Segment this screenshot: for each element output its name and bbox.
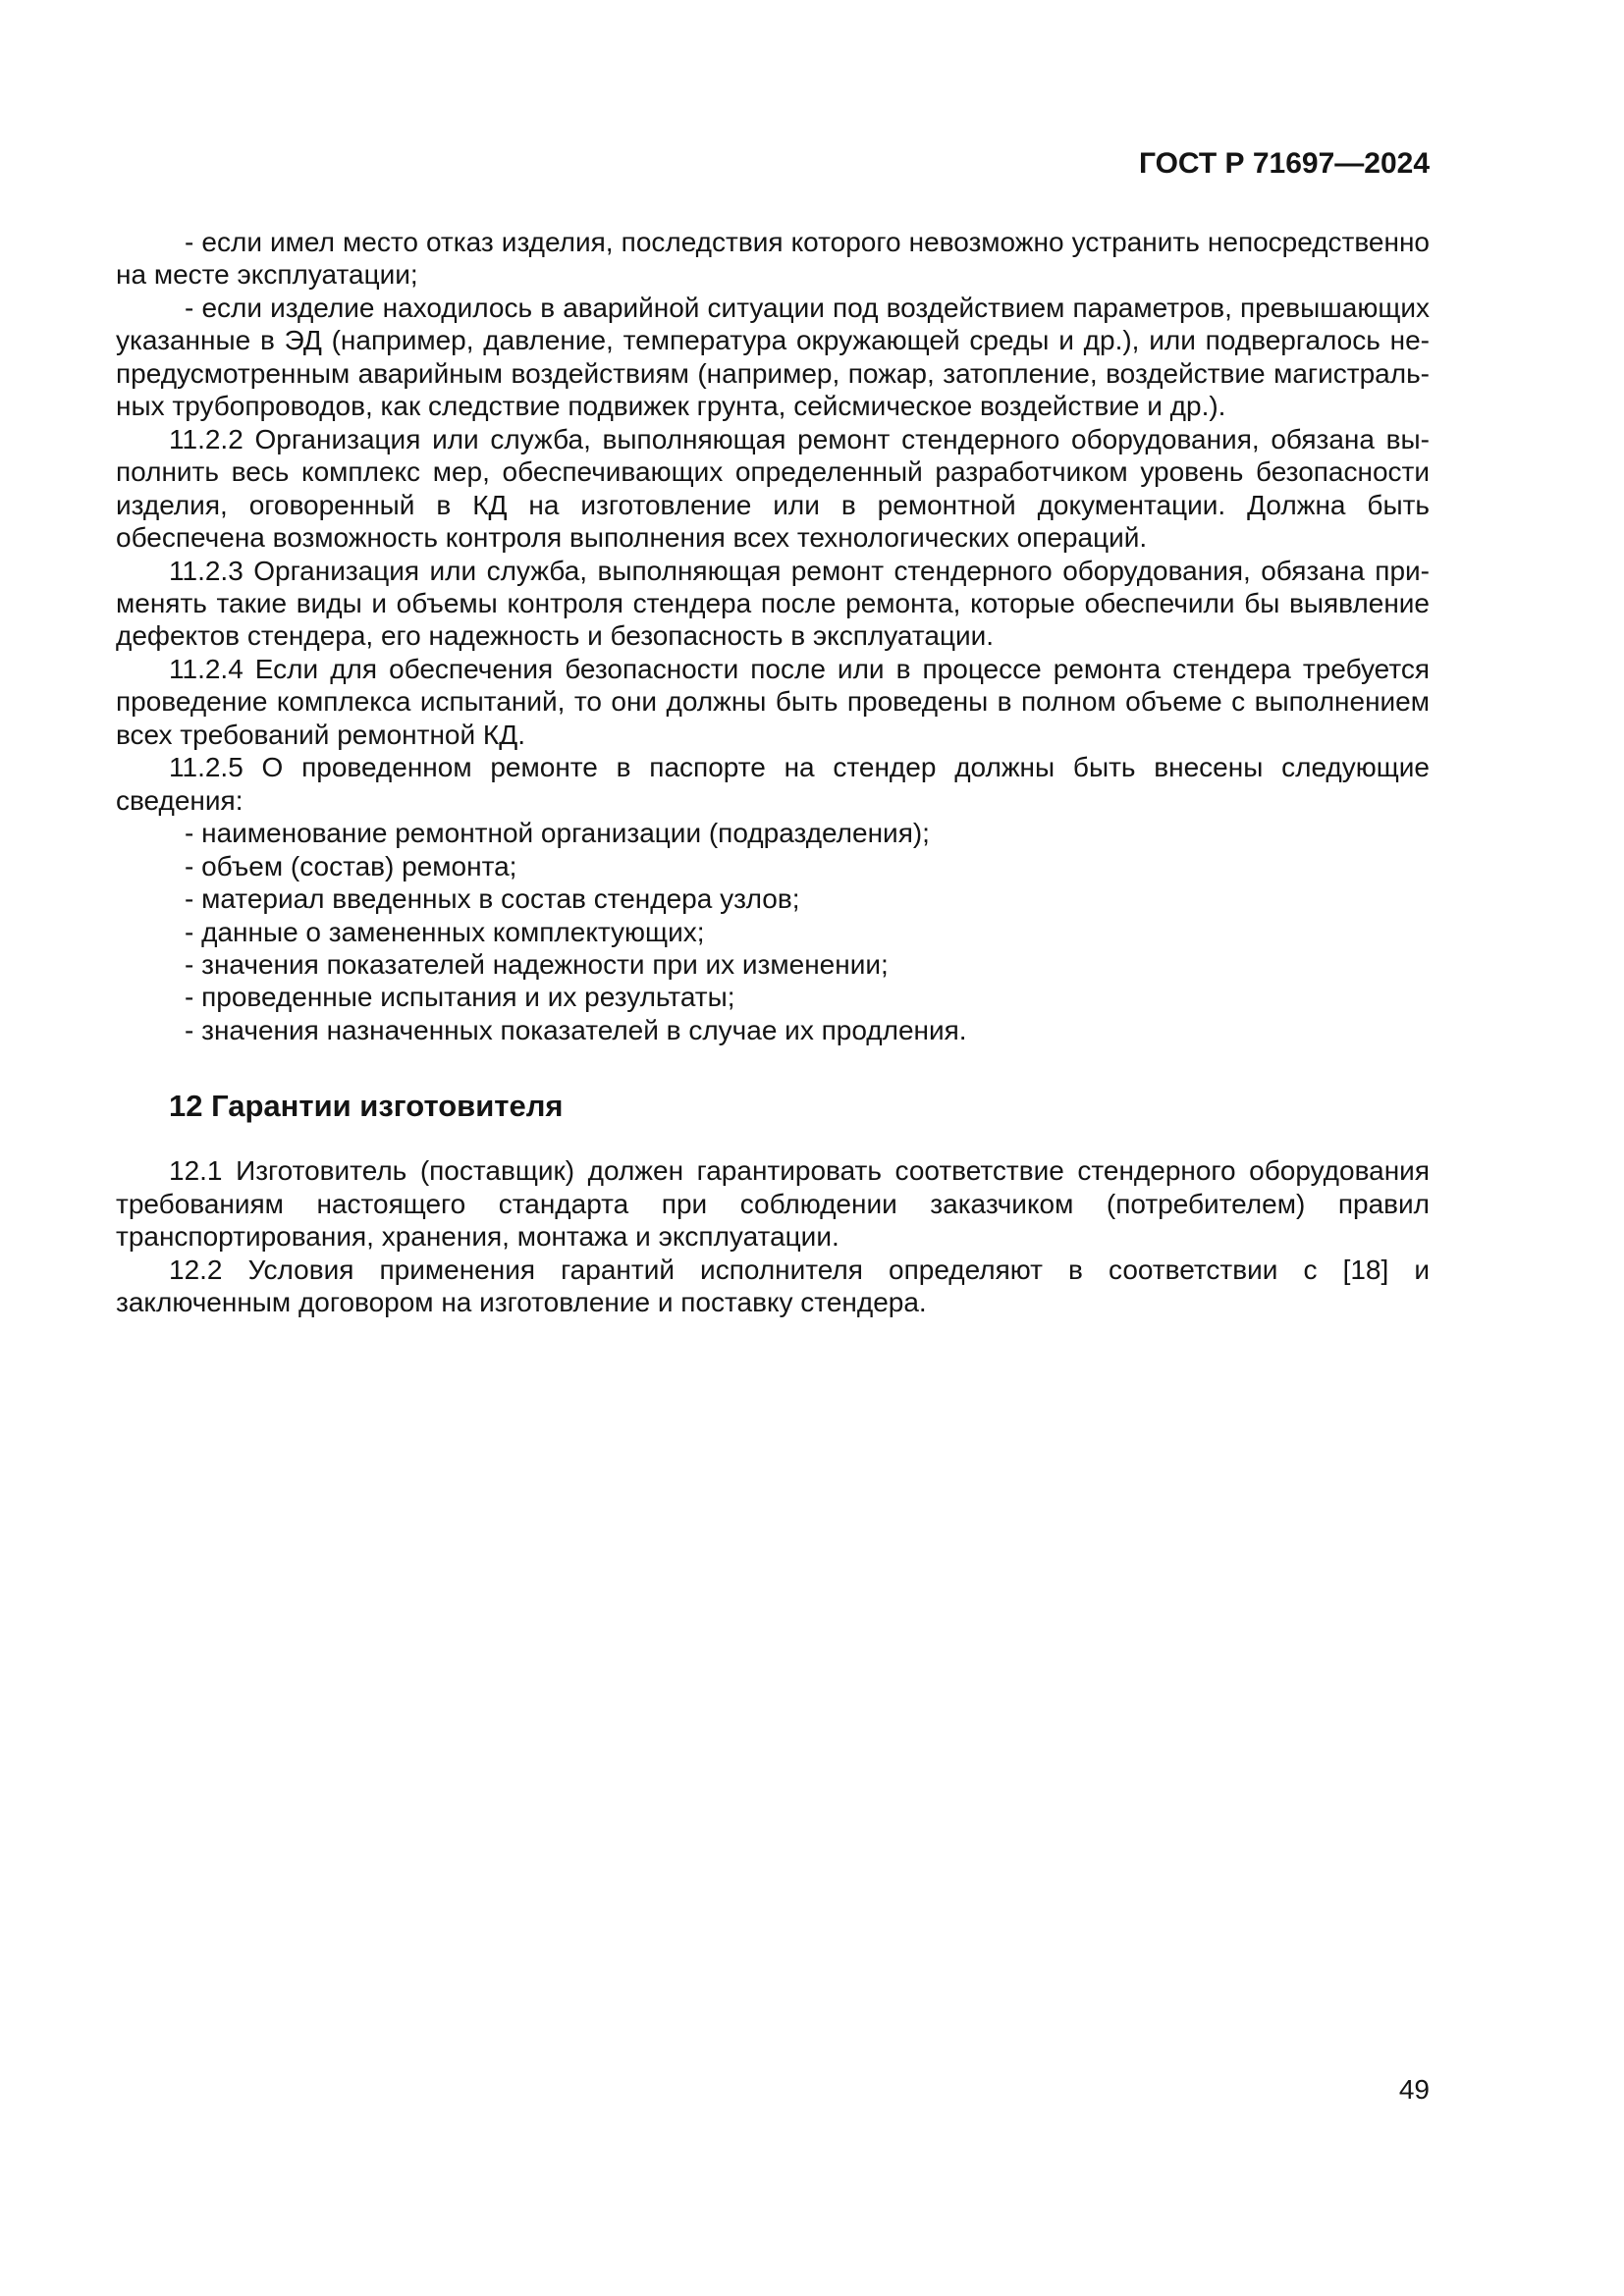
running-header: ГОСТ Р 71697—2024 (1138, 147, 1430, 180)
list-item: - материал введенных в состав стендера узлов; (185, 883, 800, 915)
list-item: - объем (состав) ремонта; (185, 850, 517, 881)
list-item: - значения назначенных показателей в случае их продления. (185, 1014, 967, 1045)
list-item: - если имел место отказ изделия, последствия которого невозможно устранить непосредственно на месте эксплуатации; (116, 227, 1430, 291)
paragraph: 11.2.4 Если для обеспечения безопасности после или в процессе ремонта стендера требуется проведение комплекса испытаний, то они должны быть проведены в полном объеме с выполнением всех требований ремонтной КД. (116, 653, 1430, 750)
paragraph: 11.2.2 Организация или служба, выполняющая ремонт стендерного оборудования, обязана выполнить весь комплекс мер, обеспечивающих определенный разработчиком уровень безопасности изделия, оговоренный в КД на изготовление или в ремонтной документации. Должна быть обеспечена возможность контроля выполнения всех технологических операций. (116, 423, 1430, 554)
paragraph: 12.1 Изготовитель (поставщик) должен гарантировать соответствие стендерного оборудования требованиям настоящего стандарта при соблюдении заказчиком (потребителем) правил транспортирования, хранения, монтажа и эксплуатации. (116, 1155, 1430, 1253)
page-number: 49 (1398, 2074, 1430, 2105)
list-item: - наименование ремонтной организации (подразделения); (185, 818, 930, 849)
list-item: - данные о замененных комплектующих; (185, 916, 705, 947)
section-heading: 12 Гарантии изготовителя (169, 1089, 564, 1124)
paragraph: 12.2 Условия применения гарантий исполнителя определяют в соответствии с [18] и заключенным договором на изготовление и поставку стендера. (116, 1254, 1430, 1318)
list-item: - проведенные испытания и их результаты; (185, 982, 735, 1013)
document-body (116, 226, 1430, 1319)
list-item: - если изделие находилось в аварийной ситуации под воздействием параметров, превышающих указанные в ЭД (например, давление, температура окружающей среды и др.), или подвергалось непредусмотренным аварийным воздействиям (например, пожар, затопление, воздействие магистральных трубопроводов, как следствие подвижек грунта, сейсмическое воздействие и др.). (116, 292, 1430, 422)
list-item: - значения показателей надежности при их изменении; (185, 948, 889, 980)
paragraph: 11.2.3 Организация или служба, выполняющая ремонт стендерного оборудования, обязана применять такие виды и объемы контроля стендера после ремонта, которые обеспечили бы выявление дефектов стендера, его надежность и безопасность в эксплуатации. (116, 555, 1430, 652)
paragraph: 11.2.5 О проведенном ремонте в паспорте на стендер должны быть внесены следующие сведения: (116, 752, 1430, 816)
